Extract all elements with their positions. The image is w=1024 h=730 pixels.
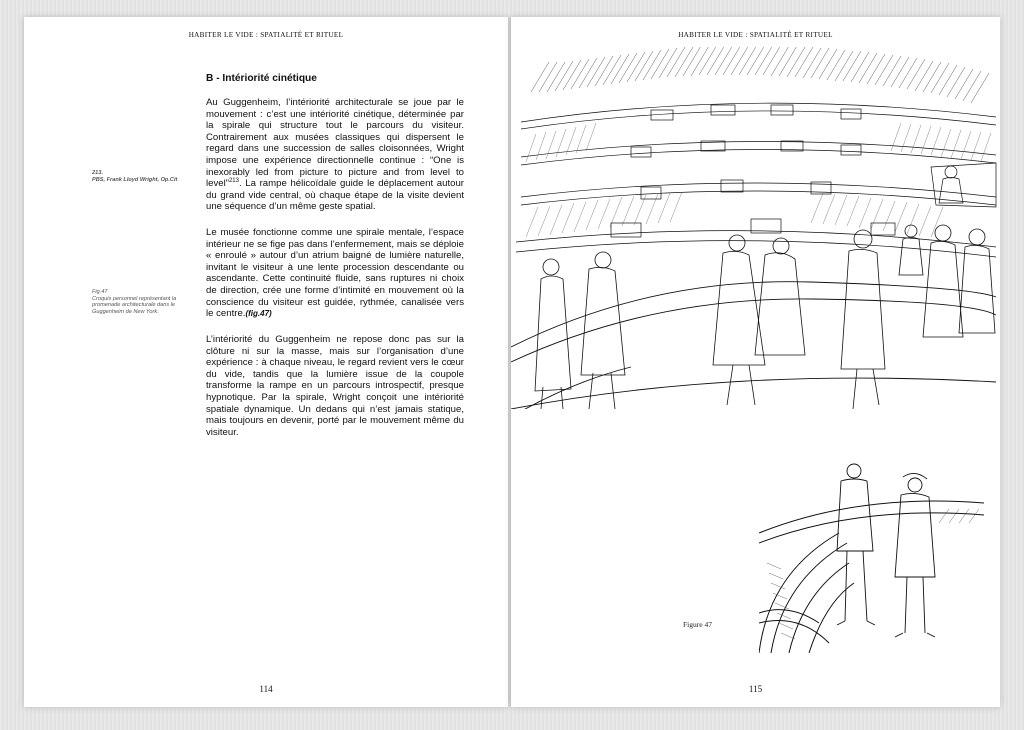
running-head-left: HABITER LE VIDE : SPATIALITÉ ET RITUEL — [188, 31, 344, 39]
ramp-hatching — [767, 509, 979, 639]
right-page — [511, 17, 1000, 707]
figure-caption: Figure 47 — [683, 620, 712, 629]
band-hatching — [526, 123, 991, 237]
figure-note-caption: Croquis personnel représentant la promenade architecturale dans le Guggenheim de New York. — [92, 295, 177, 315]
page-number-right: 115 — [748, 684, 763, 694]
paragraph-1-text-end: . La rampe hélicoïdale guide le déplacement autour du grand vide central, où chaque étape de la visite devient une séquence d’un même geste spatial. — [206, 178, 464, 213]
ramp-bands — [516, 103, 996, 257]
upper-hatching — [531, 47, 989, 103]
figure-47-note — [92, 289, 200, 315]
figure-label: Fig.47 — [92, 289, 108, 295]
paragraph-1 — [206, 97, 464, 213]
paragraph-2-text: Le musée fonctionne comme une spirale mentale, l’espace intérieur ne se fige pas dans l’enfermement, mais se déploie « enroulé » autour d’un atrium baigné de lumière naturelle, invitant le visiteur à une lente procession descendante ou ascendante. Cette continuité fluide, sans ruptures ni choix de direction, crée une forme d’intimité en mouvement où la conscience du visiteur est guidée, rythmée, canalisée vers le centre. — [206, 227, 464, 320]
section-title: B - Intériorité cinétique — [206, 73, 317, 84]
two-men-figures — [837, 464, 935, 637]
footnote-ref-213[interactable]: 213 — [228, 177, 239, 184]
footnote-text: PBS, Frank Lloyd Wright, Op.Cit — [92, 176, 178, 183]
running-head-right: HABITER LE VIDE : SPATIALITÉ ET RITUEL — [678, 31, 833, 39]
right-balcony — [931, 163, 996, 207]
footnote-213 — [92, 170, 200, 183]
paragraph-3: L’intériorité du Guggenheim ne repose donc pas sur la clôture ni sur la masse, mais sur l’organisation d’une expérience : à chaque niveau, le regard revient vers le cœur du vide, tandis que la lumière issue de la coupole transforme la rampe en un parcours introspectif, presque hypnotique. Par la spirale, Wright conçoit une intériorité spatiale dynamique. Un dedans qui n’est jamais statique, mais toujours en devenir, porté par le mouvement même du visiteur. — [206, 334, 464, 438]
paragraph-2 — [206, 227, 464, 320]
page-number-left: 114 — [259, 684, 273, 694]
ramp-visitors-sketch — [759, 463, 984, 653]
left-page — [24, 17, 508, 707]
parapet-curve — [511, 282, 996, 409]
figure-reference[interactable]: (fig.47) — [245, 309, 272, 319]
guggenheim-interior-sketch — [511, 47, 1000, 409]
visitor-figures — [535, 225, 995, 409]
ramp-curves — [759, 501, 984, 653]
gallery-paintings — [611, 105, 895, 237]
footnote-number: 213. — [92, 170, 103, 176]
paragraph-1-text: Au Guggenheim, l’intériorité architecturale se joue par le mouvement : c’est une intériorité cinétique, déterminée par la spirale qui structure tout le parcours du visiteur. Contrairement aux musées classiques qui dispersent le regard dans une succession de salles cloisonnées, Wright impose une expérience directionnelle continue : “One is inexorably led from picture to picture and from level to level” — [206, 97, 464, 190]
